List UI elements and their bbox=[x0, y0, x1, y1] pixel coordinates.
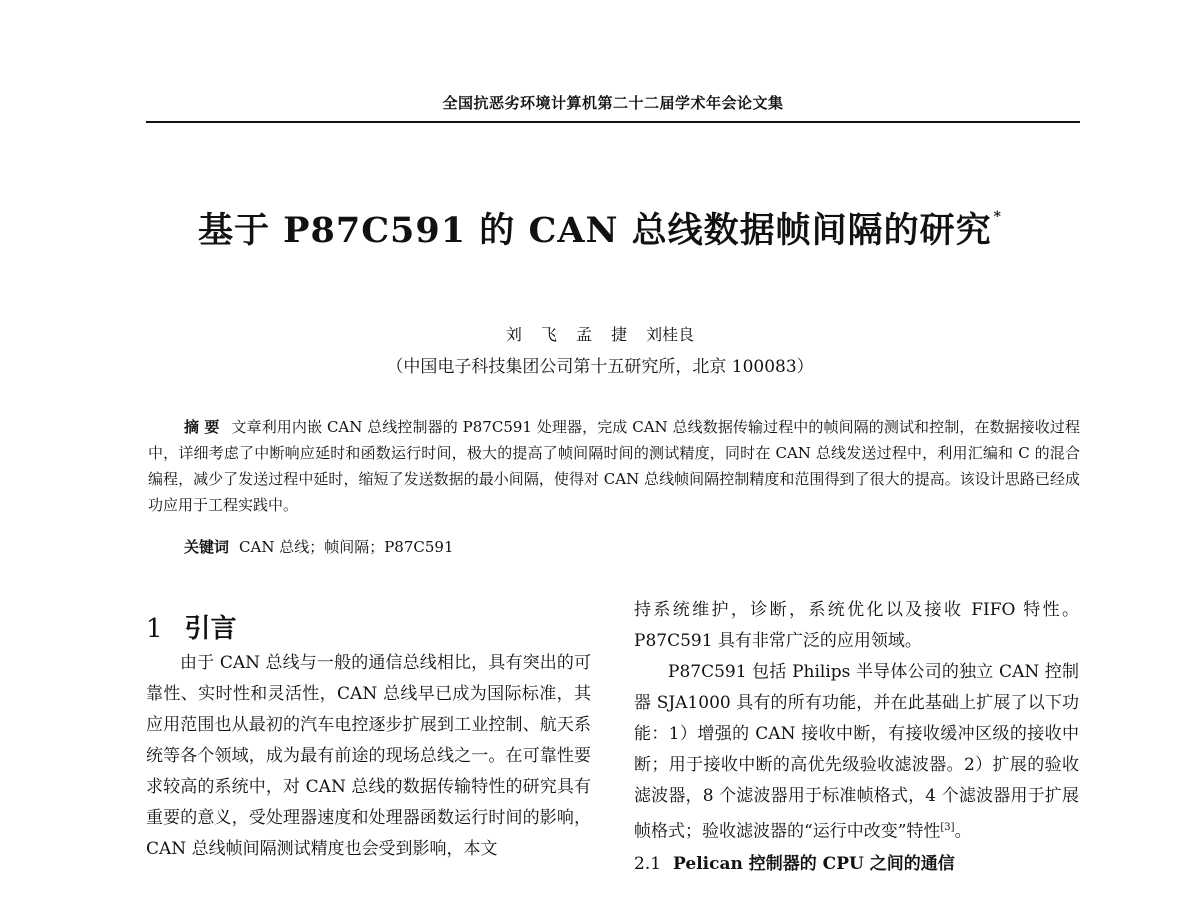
affiliation: （中国电子科技集团公司第十五研究所，北京 100083） bbox=[386, 357, 814, 377]
title-footnote-mark: * bbox=[993, 209, 1002, 226]
header-rule bbox=[146, 121, 1080, 123]
intro-paragraph: 由于 CAN 总线与一般的通信总线相比，具有突出的可靠性、实时性和灵活性，CAN 总线早已成为国际标准，其应用范围也从最初的汽车电控逐步扩展到工业控制、航天系统等各个领域，成为最有前途的现场总线之一。在可靠性要求较高的系统中，对 CAN 总线的数据传输特性的研究具有重要的意义，受处理器速度和处理器函数运行时间的影响，CAN 总线帧间隔测试精度也会受到影响，本文 bbox=[146, 653, 591, 859]
features-text: P87C591 包括 Philips 半导体公司的独立 CAN 控制器 SJA1000 具有的所有功能，并在此基础上扩展了以下功能：1）增强的 CAN 接收中断，有接收缓冲区级的接收中断；用于接收中断的高优先级验收滤波器。2）扩展的验收滤波器，8 个滤波器用于标准帧格式，4 个滤波器用于扩展帧格式；验收滤波器的“运行中改变”特性 bbox=[634, 662, 1079, 842]
section-heading bbox=[146, 608, 237, 645]
left-column bbox=[146, 648, 591, 865]
citation-ref: [3] bbox=[940, 822, 955, 833]
authors: 刘 飞 孟 捷 刘桂良 bbox=[505, 325, 695, 344]
subsection-heading bbox=[634, 849, 1079, 880]
keywords-text: CAN 总线；帧间隔；P87C591 bbox=[239, 538, 454, 556]
features-end: 。 bbox=[954, 821, 972, 842]
keywords bbox=[184, 536, 454, 557]
continued-paragraph: 持系统维护，诊断，系统优化以及接收 FIFO 特性。P87C591 具有非常广泛的应用领域。 bbox=[634, 600, 1079, 651]
abstract-label: 摘 要 bbox=[184, 418, 220, 436]
keywords-label: 关键词 bbox=[184, 538, 230, 556]
abstract-text: 文章利用内嵌 CAN 总线控制器的 P87C591 处理器，完成 CAN 总线数据传输过程中的帧间隔的测试和控制，在数据接收过程中，详细考虑了中断响应延时和函数运行时间，极大的提高了帧间隔时间的测试精度，同时在 CAN 总线发送过程中，利用汇编和 C 的混合编程，减少了发送过程中延时，缩短了发送数据的最小间隔，使得对 CAN 总线帧间隔控制精度和范围得到了很大的提高。该设计思路已经成功应用于工程实践中。 bbox=[148, 418, 1080, 514]
paper-title-text: 基于 P87C591 的 CAN 总线数据帧间隔的研究 bbox=[197, 210, 992, 251]
subsection-title: Pelican 控制器的 CPU 之间的通信 bbox=[673, 853, 955, 874]
right-column bbox=[634, 595, 1079, 880]
subsection-number: 2.1 bbox=[634, 853, 662, 874]
abstract bbox=[148, 414, 1080, 518]
paper-title bbox=[0, 203, 1200, 253]
section-title: 引言 bbox=[184, 614, 237, 644]
features-paragraph bbox=[634, 657, 1079, 848]
running-header: 全国抗恶劣环境计算机第二十二届学术年会论文集 bbox=[442, 94, 784, 112]
section-number: 1 bbox=[146, 614, 163, 644]
